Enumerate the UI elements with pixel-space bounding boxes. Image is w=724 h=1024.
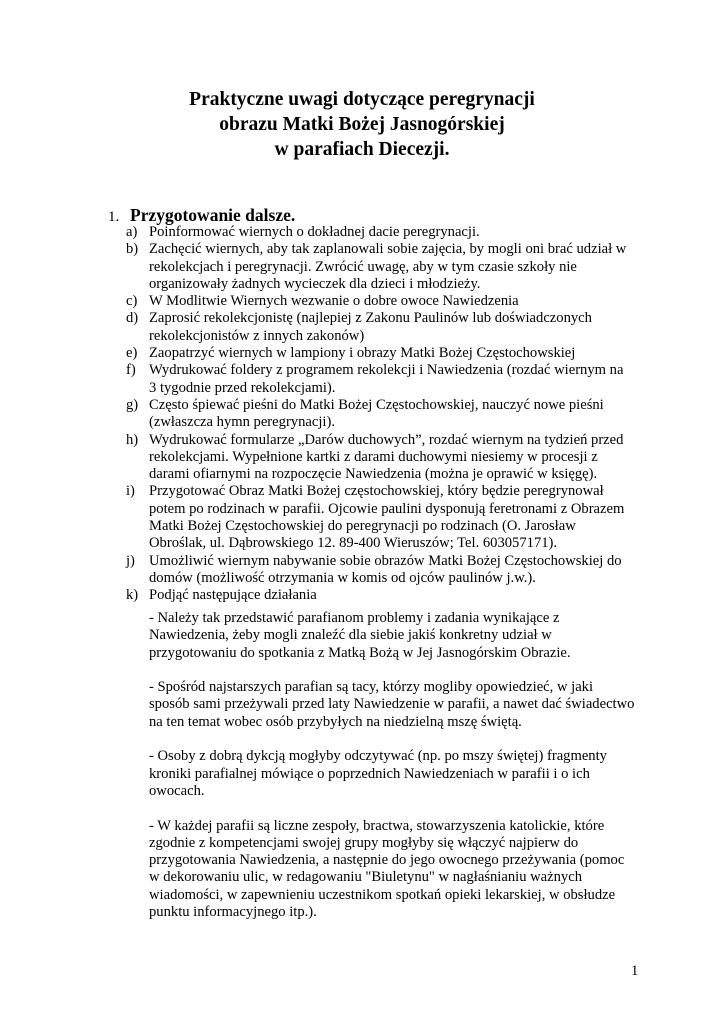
list-item-letter: f) [126, 362, 136, 379]
text-line: Zaopatrzyć wiernych w lampiony i obrazy Matki Bożej Częstochowskiej [149, 345, 576, 362]
list-item-text [149, 553, 622, 588]
list-item [126, 432, 646, 484]
title-line: w parafiach Diecezji. [274, 139, 450, 160]
text-line: rekolekcjach i peregrynacji. Zwrócić uwagę, aby w tym czasie szkoły nie [149, 258, 577, 275]
text-line: 3 tygodnie przed rekolekcjami). [149, 379, 336, 396]
list-item-text [149, 432, 623, 484]
list-item [126, 483, 646, 552]
text-line: Nawiedzenia, żeby mogli znaleźć dla siebie jakiś konkretny udział w [149, 627, 552, 644]
paragraph [149, 610, 634, 662]
page-number: 1 [631, 963, 639, 979]
list-item-text [149, 293, 519, 310]
list-item-text [149, 397, 604, 432]
text-line: Wydrukować foldery z programem rekolekcji i Nawiedzenia (rozdać wiernym na [149, 362, 624, 379]
list-item-text [149, 345, 575, 362]
list-item-text [149, 362, 623, 397]
list-item-letter: g) [126, 396, 139, 413]
text-line: Przygotować Obraz Matki Bożej częstochowskiej, który będzie peregrynował [149, 483, 604, 500]
text-line: na ten temat wobec osób przybyłych na niedzielną mszę świętą. [149, 713, 522, 730]
text-line: - W każdej parafii są liczne zespoły, bractwa, stowarzyszenia katolickie, które [149, 817, 605, 834]
text-line: rekolekcjonistów z innych zakonów) [149, 327, 365, 344]
section-title: Przygotowanie dalsze. [130, 205, 296, 225]
list-item [126, 553, 646, 588]
text-line: Zachęcić wiernych, aby tak zaplanowali sobie zajęcia, by mogli oni brać udział w [149, 241, 627, 258]
text-line: W Modlitwie Wiernych wezwanie o dobre owoce Nawiedzenia [149, 293, 519, 310]
text-line: - Należy tak przedstawić parafianom problemy i zadania wynikające z [149, 610, 560, 626]
list-item-letter: a) [126, 224, 138, 240]
text-line: w dekorowaniu ulic, w redagowaniu "Biuletynu" w nagłaśnianiu ważnych [149, 869, 582, 886]
list-item-letter: j) [126, 552, 135, 569]
list-item [126, 310, 646, 345]
document-title [0, 87, 724, 162]
text-line: (zwłaszcza hymn peregrynacji). [149, 414, 335, 431]
text-line: organizowały żadnych wycieczek dla dzieci i młodzieży. [149, 275, 481, 292]
text-line: darami ofiarnymi na rozpoczęcie Nawiedzenia (można je oprawić w księgę). [149, 466, 598, 483]
list-item-text [149, 224, 480, 241]
text-line: wiadomości, w zapewnieniu uczestnikom spotkań opieki lekarskiej, w obsłudze [149, 886, 616, 903]
text-line: przygotowania Nawiedzenia, a następnie do jego owocnego przeżywania (pomoc [149, 852, 625, 869]
paragraph [149, 748, 634, 800]
list-item-letter: d) [126, 310, 139, 327]
list-item [126, 293, 646, 310]
text-line: potem po rodzinach w parafii. Ojcowie paulini dysponują feretronami z Obrazem [149, 500, 625, 517]
list-item [126, 241, 646, 293]
action-paragraphs [149, 610, 634, 939]
text-line: kroniki parafialnej mówiące o poprzednich Nawiedzeniach w parafii i o ich [149, 765, 590, 782]
section-number: 1. [108, 209, 120, 225]
text-line: owocach. [149, 782, 205, 799]
checklist [126, 224, 646, 605]
text-line: przygotowaniu do spotkania z Matką Bożą w Jej Jasnogórskim Obrazie. [149, 644, 571, 661]
list-item-letter: c) [126, 293, 138, 310]
text-line: - Osoby z dobrą dykcją mogłyby odczytywać (np. po mszy świętej) fragmenty [149, 748, 607, 765]
list-item-letter: b) [126, 241, 139, 258]
text-line: sposób sami przeżywali przed laty Nawiedzenie w parafii, a nawet dać świadectwo [149, 696, 635, 713]
text-line: Matki Bożej Częstochowskiej do peregrynacji po rodzinach (O. Jarosław [149, 518, 576, 535]
text-line: Zaprosić rekolekcjonistę (najlepiej z Zakonu Paulinów lub doświadczonych [149, 310, 592, 327]
text-line: domów (możliwość otrzymania w komis od ojców paulinów j.w.). [149, 569, 536, 586]
text-line: Obroślak, ul. Dąbrowskiego 12. 89-400 Wieruszów; Tel. 603057171). [149, 535, 558, 552]
text-line: Wydrukować formularze „Darów duchowych”, rozdać wiernym na tydzień przed [149, 431, 624, 448]
list-item-text [149, 587, 317, 604]
list-item-text [149, 310, 592, 345]
text-line: - Spośród najstarszych parafian są tacy, którzy mogliby opowiedzieć, w jaki [149, 679, 594, 696]
list-item [126, 587, 646, 604]
text-line: Poinformować wiernych o dokładnej dacie peregrynacji. [149, 224, 480, 240]
paragraph [149, 818, 634, 922]
list-item-letter: i) [126, 483, 135, 500]
list-item [126, 224, 646, 241]
list-item-text [149, 483, 624, 552]
text-line: Często śpiewać pieśni do Matki Bożej Częstochowskiej, nauczyć nowe pieśni [149, 396, 604, 413]
list-item-text [149, 241, 626, 293]
text-line: punktu informacyjnego itp.). [149, 904, 317, 921]
list-item [126, 397, 646, 432]
list-item-letter: e) [126, 345, 138, 362]
list-item-letter: h) [126, 431, 139, 448]
paragraph [149, 679, 634, 731]
text-line: zgodnie z kompetencjami swojej grupy mogłyby się włączyć najpierw do [149, 834, 579, 851]
title-line: Praktyczne uwagi dotyczące peregrynacji [189, 89, 535, 110]
text-line: Umożliwić wiernym nabywanie sobie obrazów Matki Bożej Częstochowskiej do [149, 552, 622, 569]
title-line: obrazu Matki Bożej Jasnogórskiej [219, 114, 505, 135]
list-item [126, 362, 646, 397]
list-item-letter: k) [126, 587, 139, 604]
text-line: rekolekcjami. Wypełnione kartki z darami duchowymi niesiemy w procesji z [149, 448, 598, 465]
list-item [126, 345, 646, 362]
text-line: Podjąć następujące działania [149, 587, 317, 604]
